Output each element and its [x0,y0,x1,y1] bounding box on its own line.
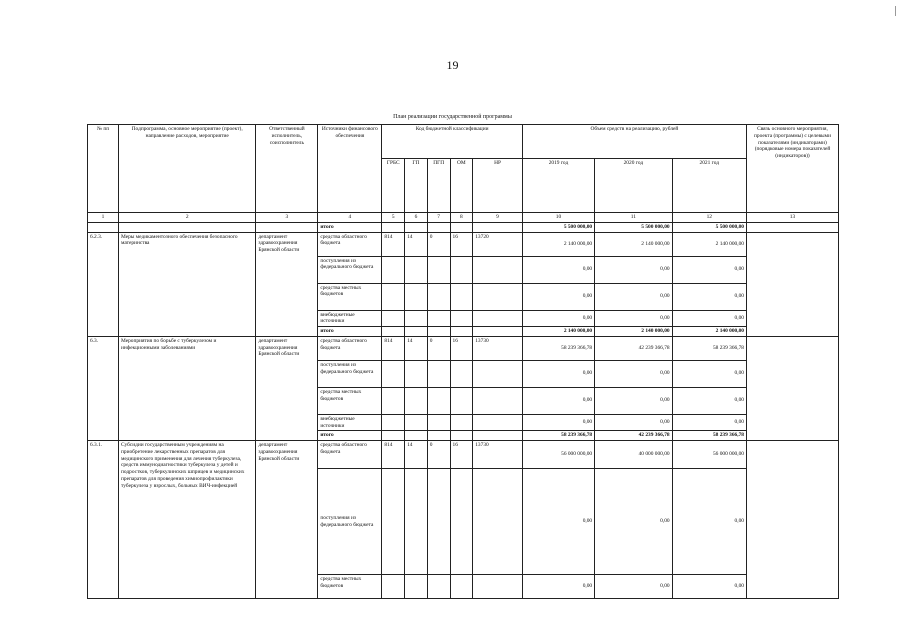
col-number: 12 [672,213,746,223]
code-nr: 13730 [473,441,523,469]
header-pgp: ПГП [427,159,450,213]
col-number: 9 [473,213,523,223]
table-row [88,222,839,232]
source-label: итого [318,222,382,232]
code-om: 16 [450,232,473,256]
amount-2020: 0,00 [595,283,672,310]
amount-2019: 5 500 000,00 [522,222,594,232]
code-gp: 14 [405,441,428,469]
amount-2020: 42 239 366,78 [595,431,672,441]
header-2021: 2021 год [672,159,746,213]
amount-2021: 0,00 [672,283,746,310]
plan-title: План реализации государственной программы [393,114,512,120]
source-label: внебюджетные источники [318,414,382,431]
col-number: 11 [595,213,672,223]
amount-2021: 2 140 000,00 [672,327,746,337]
code-nr: 13730 [473,336,523,360]
source-label: внебюджетные источники [318,310,382,327]
amount-2020: 0,00 [595,387,672,414]
header-subprogram: Подпрограмма, основное мероприятие (проект), направление расходов, мероприятие [118,125,255,213]
amount-2019: 56 000 000,00 [522,441,594,469]
amount-2021: 0,00 [672,310,746,327]
col-number: 1 [88,213,119,223]
header-num: № пп [88,125,119,213]
source-label: поступления из федерального бюджета [318,360,382,387]
amount-2020: 42 239 366,78 [595,336,672,360]
amount-2019: 0,00 [522,256,594,283]
amount-2020: 2 140 000,00 [595,327,672,337]
code-grbs: 814 [382,336,405,360]
source-label: средства областного бюджета [318,232,382,256]
amount-2020: 0,00 [595,469,672,575]
amount-2021: 0,00 [672,414,746,431]
amount-2019: 2 140 000,00 [522,327,594,337]
header-executor: Ответственный исполнитель, соисполнитель [256,125,318,213]
amount-2021: 0,00 [672,469,746,575]
code-grbs: 814 [382,232,405,256]
amount-2021: 2 140 000,00 [672,232,746,256]
item-number: 6.2.3. [88,232,119,336]
amount-2019: 0,00 [522,310,594,327]
code-om: 16 [450,336,473,360]
amount-2020: 0,00 [595,575,672,599]
amount-2019: 0,00 [522,387,594,414]
header-volume: Объем средств на реализацию, рублей [522,125,746,159]
amount-2021: 58 239 366,78 [672,336,746,360]
item-name: Субсидии государственным учреждениям на приобретение лекарственных препаратов для медицинского применения для лечения туберкулеза, средств иммунодиагностики туберкулеза у детей и подростков, туберкулинских шприцев и медицинских препаратов для проведения химиопрофилактики туберкулеза у взрослых, больных ВИЧ-инфекцией [118,441,255,599]
amount-2020: 0,00 [595,360,672,387]
header-budget-code: Код бюджетной классификации [382,125,522,159]
source-label: итого [318,431,382,441]
col-number: 2 [118,213,255,223]
col-number: 13 [746,213,838,223]
col-number: 7 [427,213,450,223]
table-row [88,336,839,360]
code-nr: 13720 [473,232,523,256]
amount-2019: 0,00 [522,283,594,310]
header-om: ОМ [450,159,473,213]
source-label: средства областного бюджета [318,336,382,360]
col-number: 6 [405,213,428,223]
source-label: средства местных бюджетов [318,387,382,414]
amount-2021: 0,00 [672,387,746,414]
amount-2020: 0,00 [595,310,672,327]
amount-2020: 0,00 [595,414,672,431]
amount-2021: 0,00 [672,360,746,387]
col-number: 5 [382,213,405,223]
header-2020: 2020 год [595,159,672,213]
header-grbs: ГРБС [382,159,405,213]
amount-2021: 56 000 000,00 [672,441,746,469]
amount-2019: 0,00 [522,360,594,387]
code-pgp: 0 [427,336,450,360]
item-executor: департамент здравоохранения Брянской области [256,232,318,336]
budget-plan-table [87,124,839,599]
item-name: Меры медикаментозного обеспечения безопасного материнства [118,232,255,336]
code-gp: 14 [405,336,428,360]
col-number: 10 [522,213,594,223]
col-number: 3 [256,213,318,223]
amount-2021: 0,00 [672,256,746,283]
source-label: итого [318,327,382,337]
header-nr: НР [473,159,523,213]
item-name: Мероприятия по борьбе с туберкулезом и инфекционными заболеваниями [118,336,255,440]
amount-2019: 0,00 [522,414,594,431]
header-source: Источники финансового обеспечения [318,125,382,213]
source-label: средства местных бюджетов [318,575,382,599]
code-grbs: 814 [382,441,405,469]
amount-2020: 2 140 000,00 [595,232,672,256]
code-gp: 14 [405,232,428,256]
amount-2021: 58 239 366,78 [672,431,746,441]
col-number: 8 [450,213,473,223]
source-label: средства областного бюджета [318,441,382,469]
amount-2019: 58 239 366,78 [522,431,594,441]
page-number: 19 [446,58,459,72]
column-number-row [88,213,839,223]
col-number: 4 [318,213,382,223]
amount-2019: 2 140 000,00 [522,232,594,256]
amount-2020: 40 000 000,00 [595,441,672,469]
table-row [88,232,839,256]
amount-2019: 0,00 [522,575,594,599]
amount-2021: 0,00 [672,575,746,599]
amount-2020: 5 500 000,00 [595,222,672,232]
item-number: 6.3.1. [88,441,119,599]
code-pgp: 0 [427,232,450,256]
scan-artifact-line [895,6,896,16]
item-executor: департамент здравоохранения Брянской области [256,441,318,599]
amount-2019: 0,00 [522,469,594,575]
header-gp: ГП [405,159,428,213]
amount-2021: 5 500 000,00 [672,222,746,232]
code-pgp: 0 [427,441,450,469]
header-link: Связь основного мероприятия, проекта (программы) с целевыми показателями (индикаторами) (порядковые номера показателей (индикаторов)) [746,125,838,213]
source-label: поступления из федерального бюджета [318,256,382,283]
amount-2019: 58 239 366,78 [522,336,594,360]
table-row [88,441,839,469]
source-label: поступления из федерального бюджета [318,469,382,575]
header-2019: 2019 год [522,159,594,213]
amount-2020: 0,00 [595,256,672,283]
item-executor: департамент здравоохранения Брянской области [256,336,318,440]
item-number: 6.3. [88,336,119,440]
source-label: средства местных бюджетов [318,283,382,310]
code-om: 16 [450,441,473,469]
